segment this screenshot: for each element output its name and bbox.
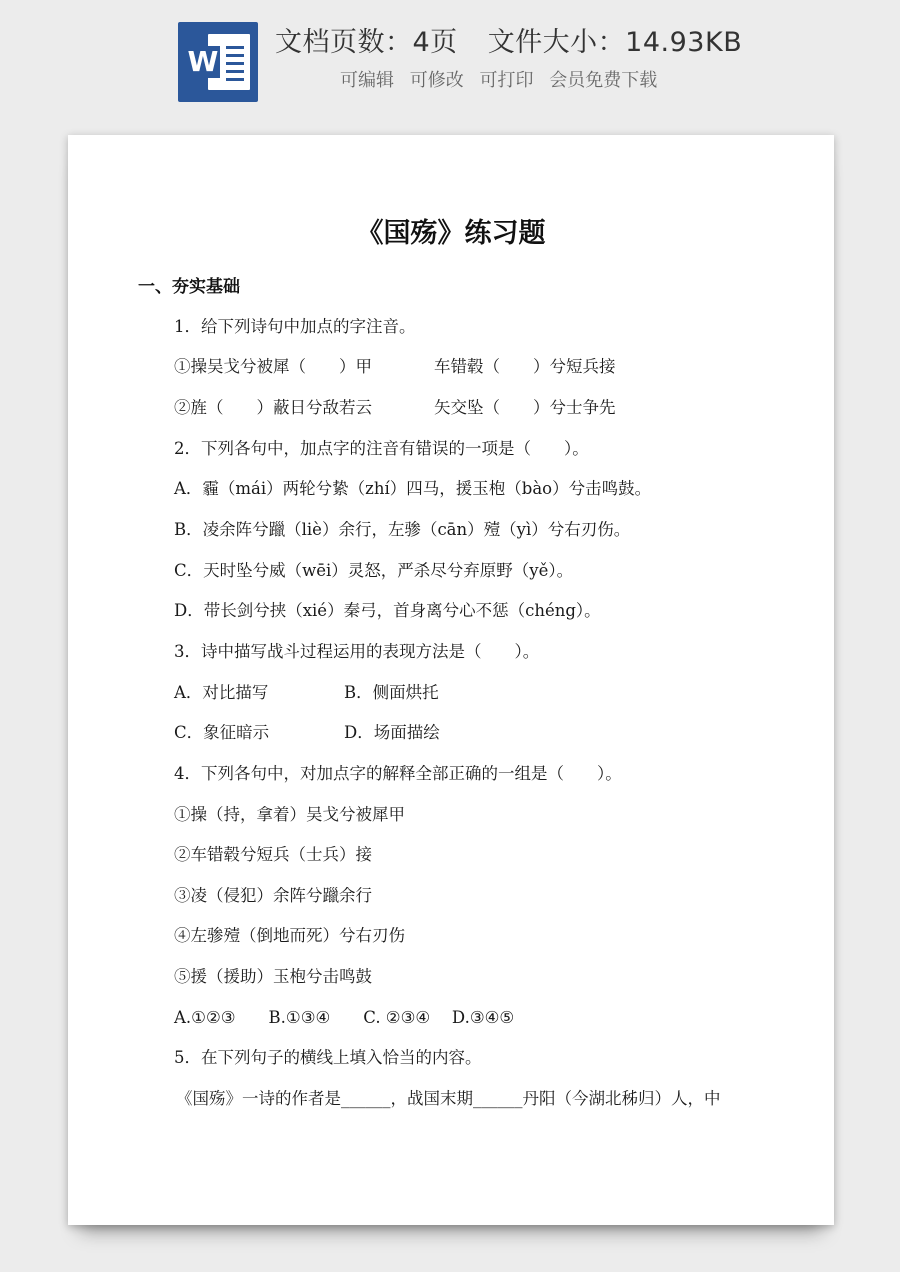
q4-item-2: ②车错毂兮短兵（士兵）接 [174, 845, 372, 864]
document-page [68, 135, 834, 1225]
q4-item-4: ④左骖殪（倒地而死）兮右刃伤 [174, 926, 405, 945]
feature-modifiable: 可修改 [409, 70, 464, 91]
page-count: 文档页数：4页 [275, 27, 458, 58]
q1-item-2a: ②旌（ ）蔽日兮敌若云 [174, 398, 372, 417]
q1-row-2 [174, 394, 734, 416]
q2-option-c: C．天时坠兮威（wēi）灵怒，严杀尽兮弃原野（yě）。 [174, 561, 574, 580]
q4-options: A.①②③ B.①③④ C. ②③④ D.③④⑤ [174, 1008, 515, 1027]
feature-printable: 可打印 [479, 70, 534, 91]
q1-item-1b: 车错毂（ ）兮短兵接 [434, 357, 616, 376]
word-document-icon [178, 22, 258, 102]
q4-item-5: ⑤援（援助）玉枹兮击鸣鼓 [174, 967, 372, 986]
q3-option-c: C．象征暗示 [174, 723, 270, 742]
feature-editable: 可编辑 [340, 70, 394, 91]
q4-stem: 4．下列各句中，对加点字的解释全部正确的一组是（ ）。 [174, 764, 622, 783]
feature-member-download: 会员免费下载 [549, 70, 658, 91]
file-size: 文件大小：14.93KB [487, 27, 743, 58]
q3-option-d: D．场面描绘 [344, 723, 440, 742]
q1-item-2b: 矢交坠（ ）兮士争先 [434, 398, 616, 417]
q1-row-1 [174, 353, 734, 375]
q1-item-1a: ①操吴戈兮被犀（ ）甲 [174, 357, 372, 376]
q3-option-b: B．侧面烘托 [344, 683, 439, 702]
q2-option-b: B．凌余阵兮躐（liè）余行，左骖（cān）殪（yì）兮右刃伤。 [174, 520, 631, 539]
q5-stem: 5．在下列句子的横线上填入恰当的内容。 [174, 1048, 482, 1067]
download-info-banner [0, 0, 900, 120]
document-title: 《国殇》练习题 [356, 218, 546, 249]
q5-text: 《国殇》一诗的作者是______，战国末期______丹阳（今湖北秭归）人，中 [176, 1089, 721, 1108]
q3-row-2 [174, 719, 574, 741]
q4-item-1: ①操（持，拿着）吴戈兮被犀甲 [174, 805, 405, 824]
feature-list [340, 66, 667, 92]
q2-stem: 2．下列各句中，加点字的注音有错误的一项是（ ）。 [174, 439, 589, 458]
section-heading: 一、夯实基础 [138, 277, 240, 297]
word-logo-letter: W [187, 45, 219, 78]
q3-stem: 3．诗中描写战斗过程运用的表现方法是（ ）。 [174, 642, 540, 661]
file-meta [275, 20, 742, 59]
q1-stem: 1．给下列诗句中加点的字注音。 [174, 317, 416, 336]
q3-option-a: A．对比描写 [174, 683, 269, 702]
q4-item-3: ③凌（侵犯）余阵兮躐余行 [174, 886, 372, 905]
q3-row-1 [174, 679, 574, 701]
q2-option-d: D．带长剑兮挟（xié）秦弓，首身离兮心不惩（chéng）。 [174, 601, 601, 620]
q2-option-a: A．霾（mái）两轮兮絷（zhí）四马，援玉枹（bào）兮击鸣鼓。 [174, 479, 652, 498]
